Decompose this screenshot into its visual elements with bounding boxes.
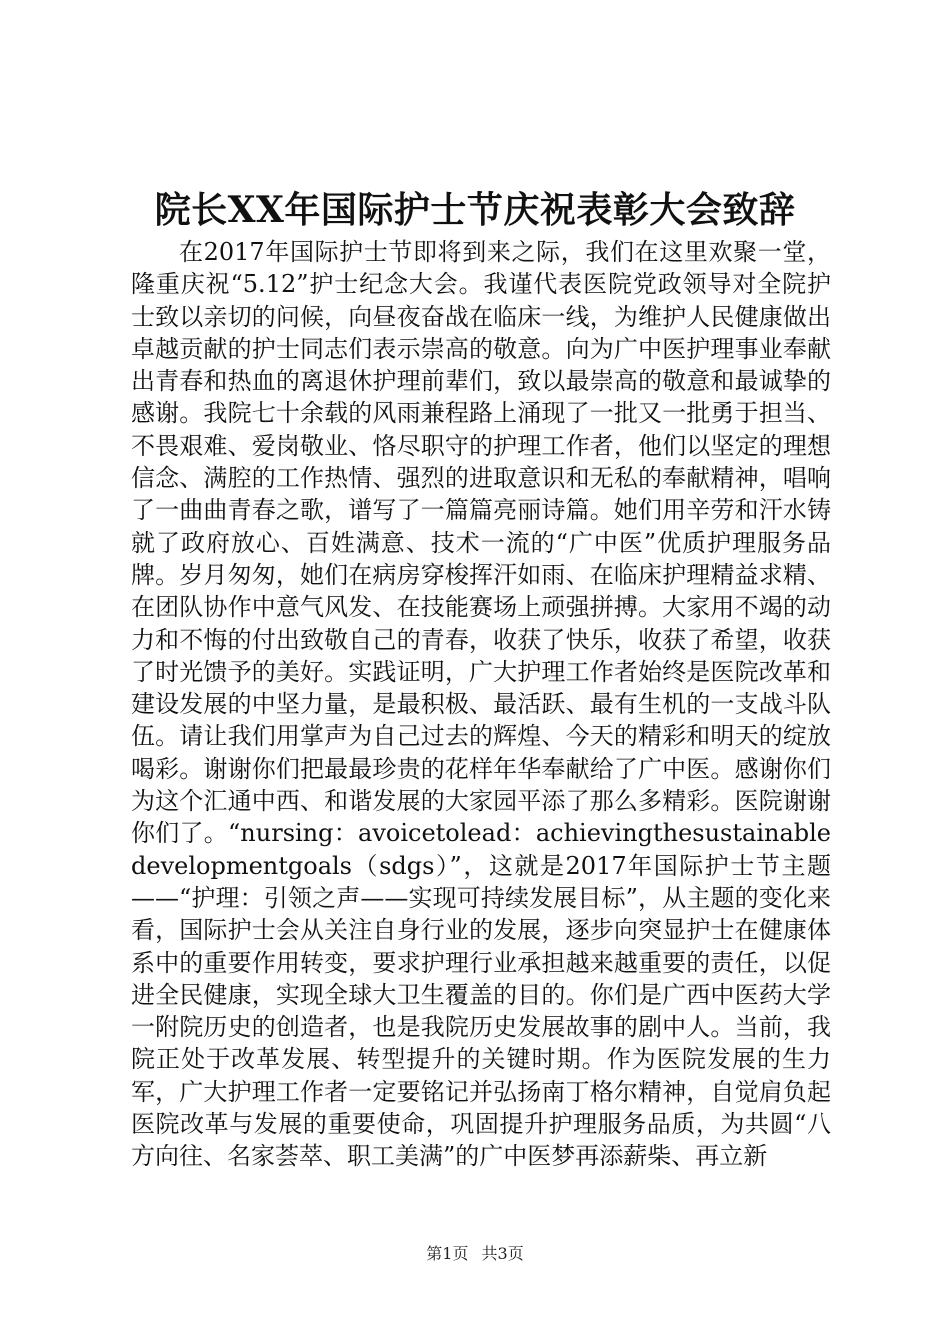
- page-total: 共3页: [481, 1244, 524, 1263]
- document-title: 院长XX年国际护士节庆祝表彰大会致辞: [154, 189, 796, 231]
- document-body-paragraph: 在2017年国际护士节即将到来之际，我们在这里欢聚一堂，隆重庆祝“5.12”护士纪念大会。我谨代表医院党政领导对全院护士致以亲切的问候，向昼夜奋战在临床一线，为维护人民健康做出卓越贡献的护士同志们表示崇高的敬意。向为广中医护理事业奉献出青春和热血的离退休护理前辈们，致以最崇高的敬意和最诚挚的感谢。我院七十余载的风雨兼程路上涌现了一批又一批勇于担当、不畏艰难、爱岗敬业、恪尽职守的护理工作者，他们以坚定的理想信念、满腔的工作热情、强烈的进取意识和无私的奉献精神，唱响了一曲曲青春之歌，谱写了一篇篇亮丽诗篇。她们用辛劳和汗水铸就了政府放心、百姓满意、技术一流的“广中医”优质护理服务品牌。岁月匆匆，她们在病房穿梭挥汗如雨、在临床护理精益求精、在团队协作中意气风发、在技能赛场上顽强拼搏。大家用不竭的动力和不悔的付出致敬自己的青春，收获了快乐，收获了希望，收获了时光馈予的美好。实践证明，广大护理工作者始终是医院改革和建设发展的中坚力量，是最积极、最活跃、最有生机的一支战斗队伍。请让我们用掌声为自己过去的辉煌、今天的精彩和明天的绽放喝彩。谢谢你们把最最珍贵的花样年华奉献给了广中医。感谢你们为这个汇通中西、和谐发展的大家园平添了那么多精彩。医院谢谢你们了。“nursing：avoicetolead：achievingthesustainabledevelopmentgoals（sdgs）”，这就是2017年国际护士节主题——“护理：引领之声——实现可持续发展目标”，从主题的变化来看，国际护士会从关注自身行业的发展，逐步向突显护士在健康体系中的重要作用转变，要求护理行业承担越来越重要的责任，以促进全民健康，实现全球大卫生覆盖的目的。你们是广西中医药大学一附院历史的创造者，也是我院历史发展故事的剧中人。当前，我院正处于改革发展、转型提升的关键时期。作为医院发展的生力军，广大护理工作者一定要铭记并弘扬南丁格尔精神，自觉肩负起医院改革与发展的重要使命，巩固提升护理服务品质，为共圆“八方向往、名家荟萃、职工美满”的广中医梦再添薪柴、再立新: [131, 238, 831, 1171]
- page-number: 第1页: [426, 1244, 469, 1263]
- page-footer: [0, 1244, 950, 1264]
